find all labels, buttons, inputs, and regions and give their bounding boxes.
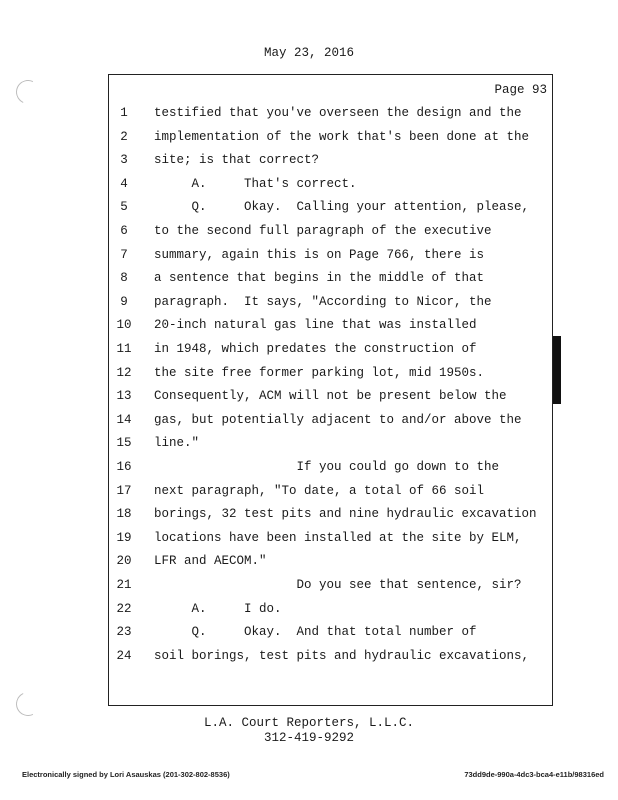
- line-number: 23: [116, 625, 132, 640]
- punch-hole-bottom: [13, 689, 44, 720]
- line-text: in 1948, which predates the construction of: [154, 342, 477, 356]
- line-text: site; is that correct?: [154, 153, 320, 168]
- line-number: 1: [120, 106, 128, 120]
- document-hash: 73dd9de-990a-4dc3-bca4-e11b/98316ed: [464, 770, 604, 779]
- line-text: testified that you've overseen the design and the: [154, 106, 522, 120]
- line-number: 4: [120, 176, 128, 191]
- line-text: LFR and AECOM.": [154, 554, 267, 569]
- line-number: 24: [116, 648, 132, 663]
- line-number: 13: [116, 389, 132, 404]
- line-number: 9: [120, 294, 128, 309]
- line-number: 16: [116, 460, 132, 474]
- line-text: a sentence that begins in the middle of that: [154, 271, 485, 286]
- line-number: 21: [116, 578, 132, 592]
- court-reporter-name: L.A. Court Reporters, L.L.C.: [203, 716, 415, 730]
- line-number: 19: [116, 530, 132, 545]
- page-number: Page 93: [494, 83, 547, 97]
- transcript-date: May 23, 2016: [263, 46, 354, 60]
- line-number: 7: [120, 247, 128, 262]
- line-number: 8: [120, 271, 128, 286]
- line-text: Do you see that sentence, sir?: [154, 578, 522, 592]
- line-number: 20: [116, 554, 132, 569]
- line-number: 14: [116, 412, 132, 427]
- margin-marker-bar: [553, 336, 561, 404]
- line-text: to the second full paragraph of the executive: [154, 224, 492, 238]
- line-text: soil borings, test pits and hydraulic excavations,: [154, 648, 530, 663]
- line-number: 12: [116, 365, 132, 380]
- court-reporter-phone: 312-419-9292: [263, 731, 354, 745]
- line-text: Q. Okay. And that total number of: [154, 625, 477, 640]
- line-number: 22: [116, 601, 132, 616]
- line-text: line.": [154, 436, 200, 451]
- line-number: 2: [120, 129, 128, 144]
- line-text: Consequently, ACM will not be present below the: [154, 389, 507, 404]
- electronic-signature-note: Electronically signed by Lori Asauskas (201-302-802-8536): [22, 770, 230, 779]
- line-text: gas, but potentially adjacent to and/or above the: [154, 412, 522, 427]
- line-text: borings, 32 test pits and nine hydraulic excavation: [154, 507, 537, 522]
- line-text: the site free former parking lot, mid 1950s.: [154, 365, 485, 380]
- line-text: 20-inch natural gas line that was installed: [154, 318, 477, 333]
- line-number: 11: [116, 342, 132, 356]
- line-number: 3: [120, 153, 128, 168]
- punch-hole-top: [13, 77, 44, 108]
- line-number: 17: [116, 483, 132, 498]
- line-text: summary, again this is on Page 766, there is: [154, 247, 485, 262]
- line-number: 18: [116, 507, 132, 522]
- line-text: next paragraph, "To date, a total of 66 soil: [154, 483, 485, 498]
- line-text: Q. Okay. Calling your attention, please,: [154, 200, 530, 215]
- line-number: 6: [120, 224, 128, 238]
- line-text: paragraph. It says, "According to Nicor, the: [154, 294, 492, 309]
- line-text: If you could go down to the: [154, 460, 500, 474]
- line-text: implementation of the work that's been done at the: [154, 129, 530, 144]
- line-text: A. I do.: [154, 601, 282, 616]
- line-text: locations have been installed at the site by ELM,: [154, 530, 522, 545]
- line-text: A. That's correct.: [154, 176, 357, 191]
- line-number: 10: [116, 318, 132, 333]
- line-number: 5: [120, 200, 128, 215]
- line-number: 15: [116, 436, 132, 451]
